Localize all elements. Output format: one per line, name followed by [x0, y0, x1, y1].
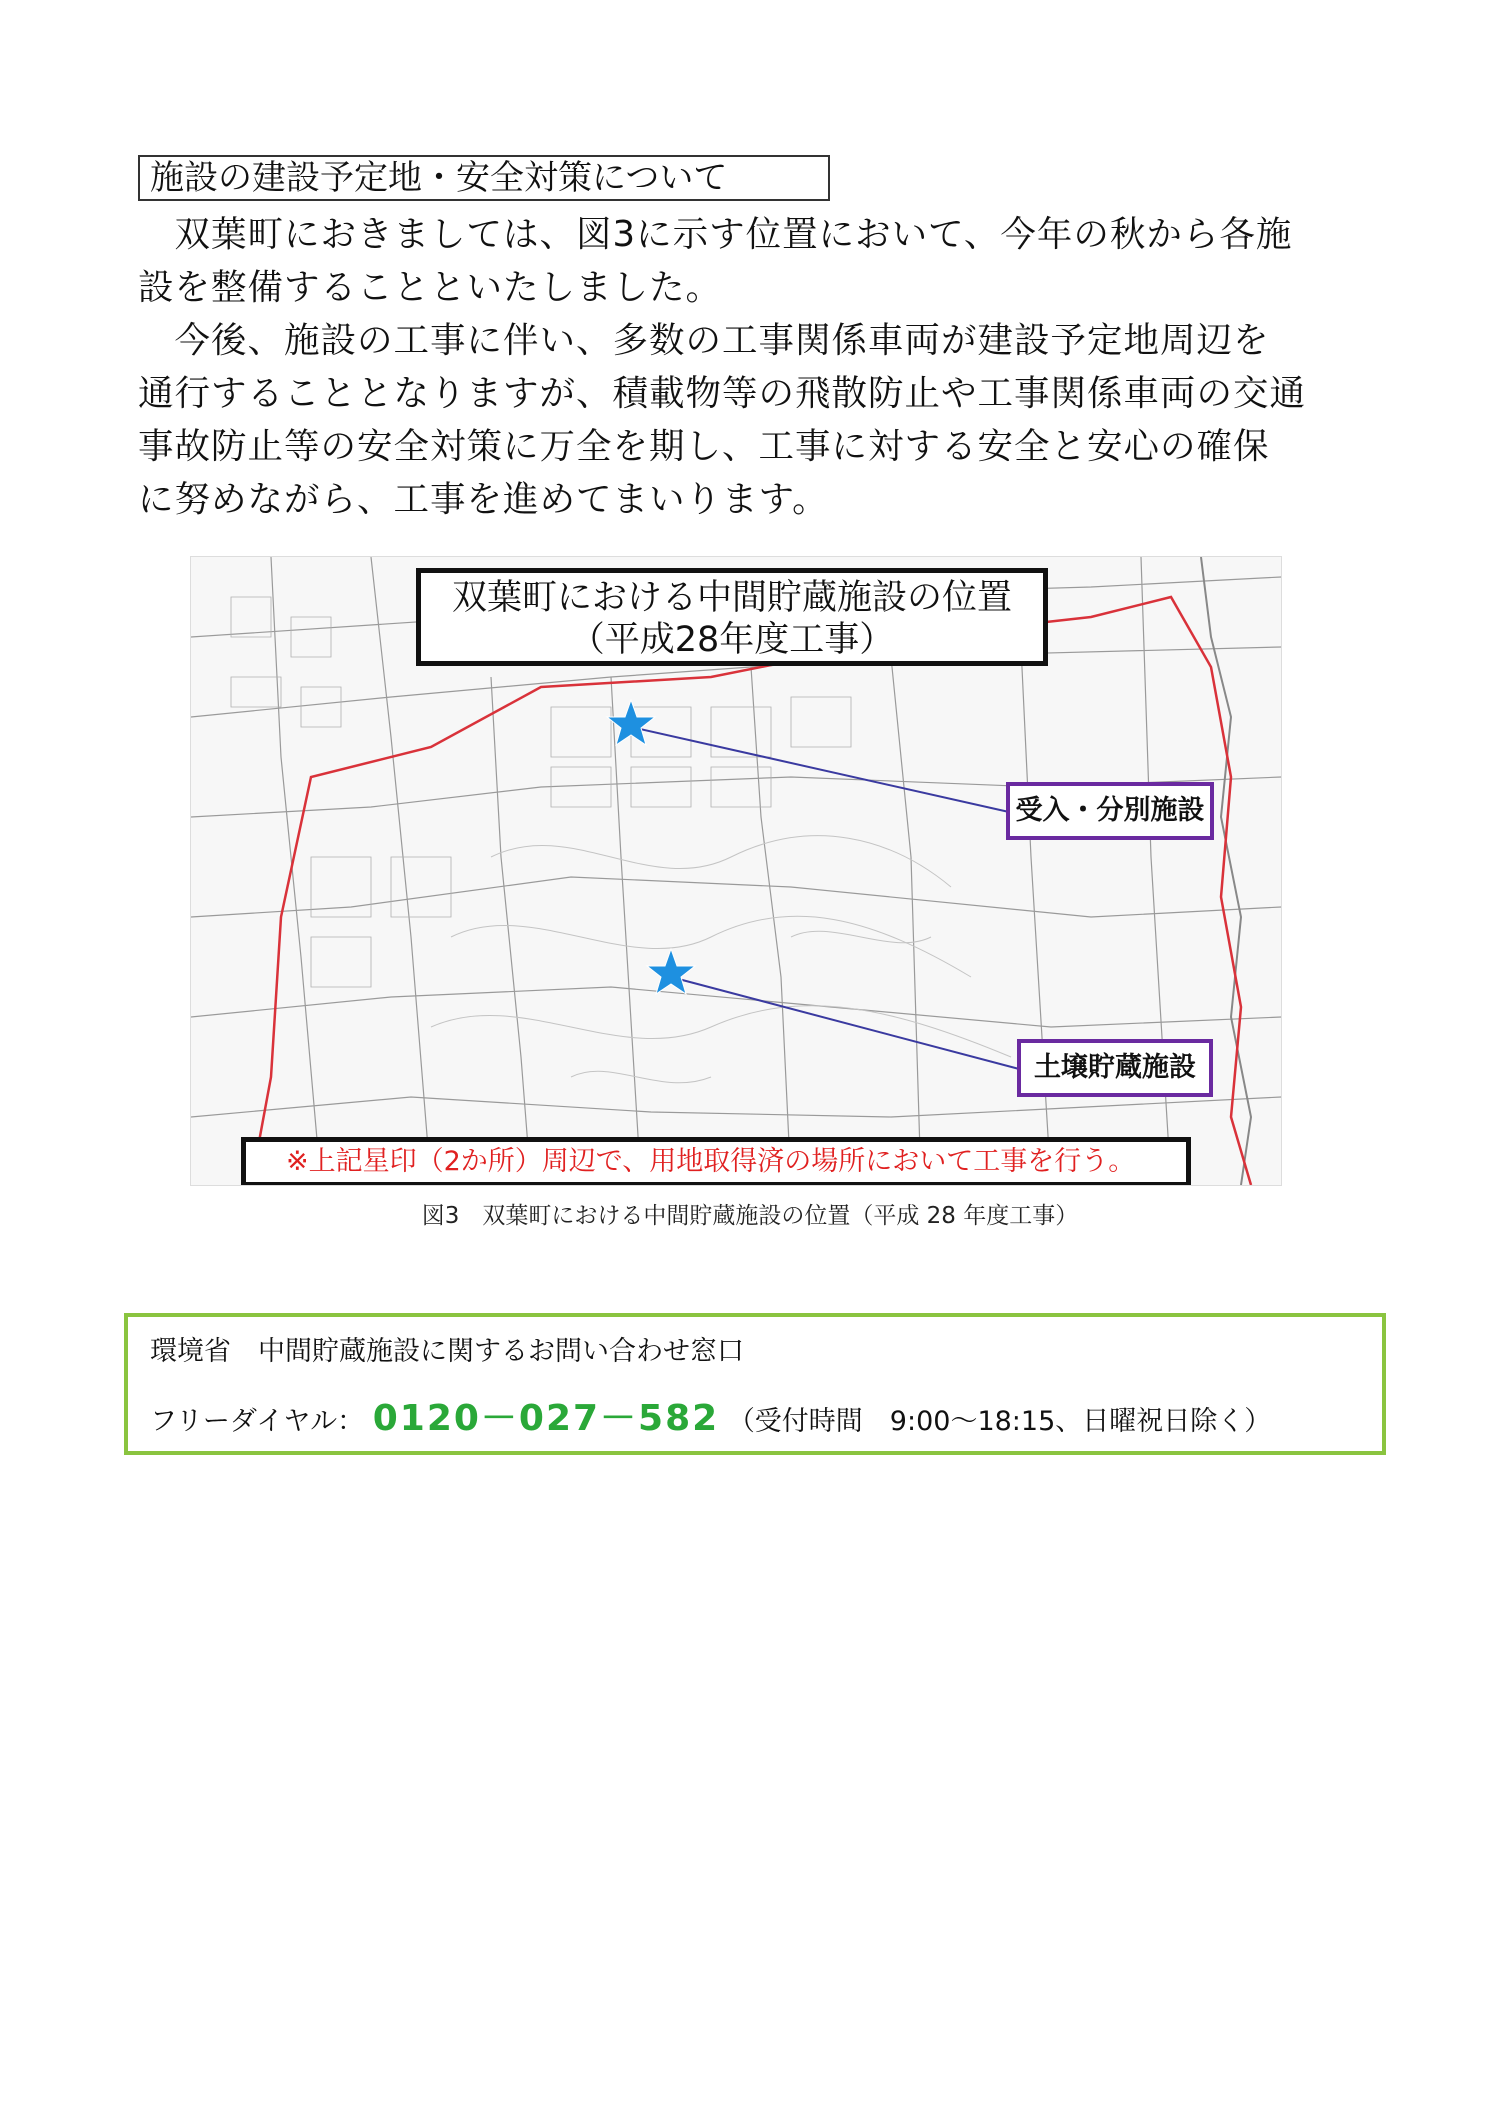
contact-phone-line: [150, 1390, 1271, 1441]
reception-hours: （受付時間 9:00～18:15、日曜祝日除く）: [727, 1406, 1272, 1437]
arrow-to-soil-facility: [671, 977, 1019, 1069]
paragraph-line: 今後、施設の工事に伴い、多数の工事関係車両が建設予定地周辺を: [138, 320, 1270, 361]
soil-storage-facility-label: 土壌貯蔵施設: [1017, 1039, 1213, 1097]
phone-number[interactable]: 0120－027－582: [372, 1398, 720, 1439]
map-title: [416, 568, 1048, 666]
paragraph-1: [138, 208, 1378, 314]
map-title-line1: 双葉町における中間貯蔵施設の位置: [451, 578, 1012, 618]
paragraph-line: 通行することとなりますが、積載物等の飛散防止や工事関係車両の交通: [138, 373, 1307, 414]
paragraph-line: 事故防止等の安全対策に万全を期し、工事に対する安全と安心の確保: [138, 426, 1270, 467]
map-contours: [431, 836, 1011, 1083]
contact-title: 環境省 中間貯蔵施設に関するお問い合わせ窓口: [150, 1336, 744, 1367]
map-note: ※上記星印（2か所）周辺で、用地取得済の場所において工事を行う。: [241, 1137, 1191, 1186]
map-title-line2: （平成28年度工事）: [569, 620, 895, 660]
freedial-label: フリーダイヤル：: [150, 1406, 365, 1437]
arrow-to-accept-facility: [631, 727, 1009, 812]
paragraph-2: [138, 314, 1378, 526]
section-heading: 施設の建設予定地・安全対策について: [138, 155, 830, 201]
contact-box: [124, 1313, 1386, 1455]
paragraph-line: 双葉町におきましては、図3に示す位置において、今年の秋から各施: [138, 214, 1293, 255]
star-soil-facility: [647, 949, 695, 994]
accept-sort-facility-label: 受入・分別施設: [1006, 782, 1214, 840]
paragraph-line: に努めながら、工事を進めてまいります。: [138, 479, 829, 520]
facility-location-map: [190, 556, 1282, 1186]
figure-caption: 図3 双葉町における中間貯蔵施設の位置（平成 28 年度工事）: [421, 1203, 1079, 1229]
paragraph-line: 設を整備することといたしました。: [138, 267, 723, 308]
